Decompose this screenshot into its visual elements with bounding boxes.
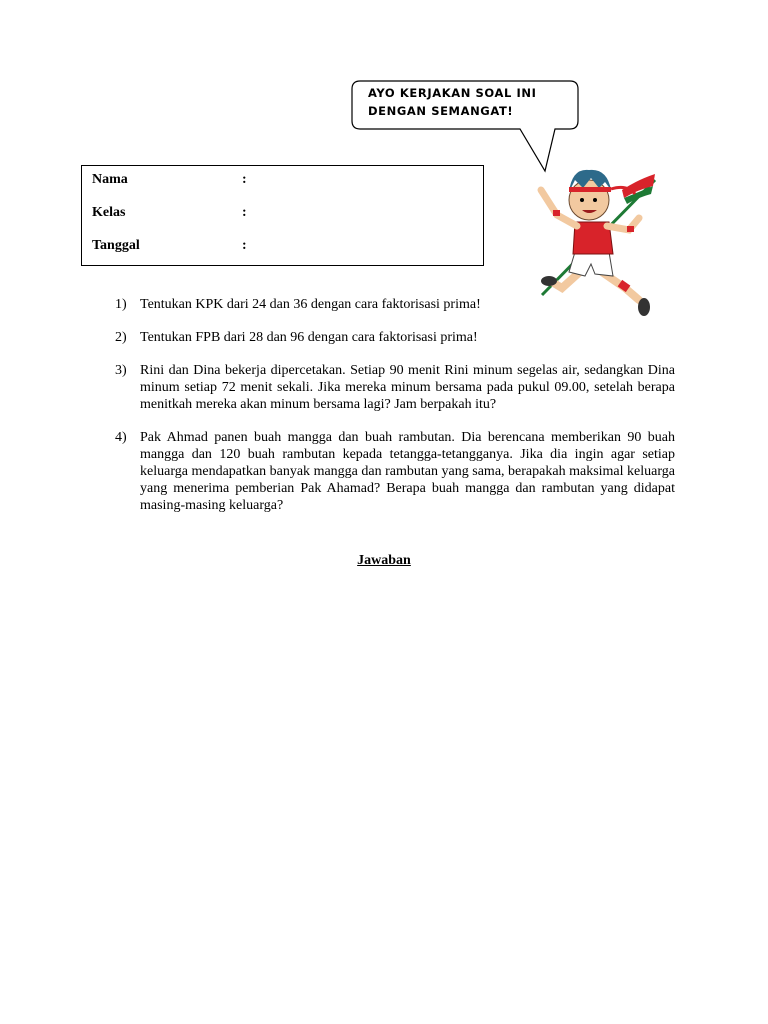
answer-heading: Jawaban [357, 553, 411, 568]
question-text: Tentukan FPB dari 28 dan 96 dengan cara faktorisasi prima! [140, 330, 478, 345]
question-number: 2) [115, 330, 127, 345]
date-colon: : [242, 238, 247, 253]
question-item [115, 362, 675, 413]
class-colon: : [242, 205, 247, 220]
question-number: 1) [115, 297, 127, 312]
question-text: Pak Ahmad panen buah mangga dan buah rambutan. Dia berencana memberikan 90 buah mangga dan 120 buah rambutan kepada tetangga-tetangganya. Jika dia ingin agar setiap keluarga mendapatkan banyak mangga dan rambutan yang sama, berapakah maksimal keluarga yang menerima pemberian Pak Ahamad? Berapa buah mangga dan rambutan yang didapat masing-masing keluarga? [140, 430, 675, 513]
date-field [92, 238, 247, 254]
name-label: Nama [92, 172, 128, 187]
question-item [115, 329, 675, 346]
class-label: Kelas [92, 205, 126, 220]
callout-text [368, 84, 573, 120]
class-field [92, 205, 247, 221]
question-text: Rini dan Dina bekerja dipercetakan. Setiap 90 menit Rini minum segelas air, sedangkan Dina minum setiap 72 menit sekali. Jika mereka minum bersama pada pukul 09.00, setelah berapa menitkah mereka akan minum bersama lagi? Jam berpakah itu? [140, 363, 675, 412]
name-field [92, 172, 247, 188]
question-text: Tentukan KPK dari 24 dan 36 dengan cara faktorisasi prima! [140, 297, 481, 312]
callout-line-2: DENGAN SEMANGAT! [368, 104, 514, 118]
date-label: Tanggal [92, 238, 140, 253]
question-item [115, 296, 675, 313]
question-number: 4) [115, 430, 127, 445]
question-number: 3) [115, 363, 127, 378]
question-item [115, 429, 675, 514]
callout-line-1: AYO KERJAKAN SOAL INI [368, 86, 537, 100]
name-colon: : [242, 172, 247, 187]
student-info-box [81, 165, 484, 266]
question-list [115, 296, 675, 526]
